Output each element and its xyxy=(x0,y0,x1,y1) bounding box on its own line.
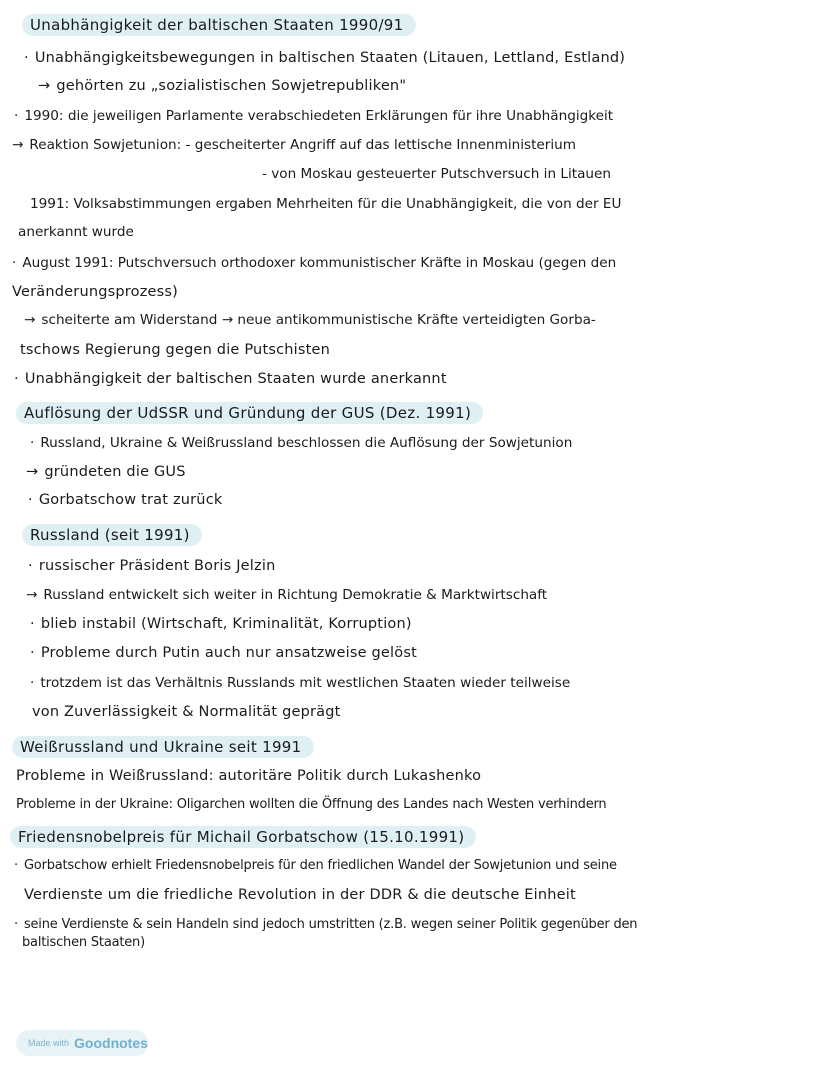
note-text: gründeten die GUS xyxy=(44,464,186,480)
section-heading: Weißrussland und Ukraine seit 1991 xyxy=(12,736,314,758)
note-text: Probleme durch Putin auch nur ansatzweise gelöst xyxy=(40,645,417,661)
note-text: baltischen Staaten) xyxy=(22,935,145,950)
note-text: Probleme in der Ukraine: Oligarchen wollten die Öffnung des Landes nach Westen verhindern xyxy=(16,797,607,812)
note-line xyxy=(24,48,625,68)
note-line xyxy=(28,490,222,510)
arrow-marker: → xyxy=(24,312,36,328)
note-line xyxy=(12,135,576,155)
bullet-marker: · xyxy=(30,645,35,661)
section-heading: Unabhängigkeit der baltischen Staaten 1990/91 xyxy=(22,14,416,36)
arrow-marker: → xyxy=(12,137,24,153)
note-text: 1990: die jeweiligen Parlamente verabschiedeten Erklärungen für ihre Unabhängigkeit xyxy=(24,108,614,124)
bullet-marker: · xyxy=(24,50,29,66)
note-line xyxy=(20,340,330,360)
note-line xyxy=(16,795,606,815)
note-line xyxy=(14,915,637,935)
note-text: August 1991: Putschversuch orthodoxer kommunistischer Kräfte in Moskau (gegen den xyxy=(22,255,617,271)
arrow-marker: → xyxy=(38,78,51,94)
note-line xyxy=(14,856,617,876)
note-line xyxy=(16,766,481,786)
note-text: gehörten zu „sozialistischen Sowjetrepubliken" xyxy=(56,78,407,94)
note-line xyxy=(24,310,596,330)
note-text: Russland entwickelt sich weiter in Richtung Demokratie & Marktwirtschaft xyxy=(43,587,548,603)
section-heading: Auflösung der UdSSR und Gründung der GUS (Dez. 1991) xyxy=(16,402,483,424)
note-line xyxy=(26,462,186,482)
note-line xyxy=(22,933,145,953)
bullet-marker: · xyxy=(30,435,35,451)
note-text: scheiterte am Widerstand → neue antikommunistische Kräfte verteidigten Gorba- xyxy=(41,312,596,328)
note-line xyxy=(30,433,572,453)
note-text: Probleme in Weißrussland: autoritäre Politik durch Lukashenko xyxy=(16,768,482,784)
bullet-marker: · xyxy=(28,558,33,574)
note-text: - von Moskau gesteuerter Putschversuch in Litauen xyxy=(262,166,611,182)
badge-prefix: Made with xyxy=(28,1038,70,1048)
note-line xyxy=(12,253,616,273)
note-text: Russland, Ukraine & Weißrussland beschlossen die Auflösung der Sowjetunion xyxy=(40,435,573,451)
note-text: blieb instabil (Wirtschaft, Kriminalität, Korruption) xyxy=(40,616,412,632)
bullet-marker: · xyxy=(28,492,33,508)
note-line xyxy=(12,282,178,302)
note-line xyxy=(24,885,576,905)
note-text: anerkannt wurde xyxy=(18,224,134,240)
note-text: seine Verdienste & sein Handeln sind jedoch umstritten (z.B. wegen seiner Politik gegenüber den xyxy=(23,917,638,932)
note-text: Verdienste um die friedliche Revolution in der DDR & die deutsche Einheit xyxy=(24,887,576,903)
bullet-marker: · xyxy=(14,917,18,932)
note-text: von Zuverlässigkeit & Normalität geprägt xyxy=(32,704,341,720)
note-text: Unabhängigkeitsbewegungen in baltischen Staaten (Litauen, Lettland, Estland) xyxy=(34,50,626,66)
note-line xyxy=(262,164,611,184)
note-line xyxy=(28,556,275,576)
bullet-marker: · xyxy=(12,255,17,271)
note-line xyxy=(30,614,412,634)
note-text: Veränderungsprozess) xyxy=(12,284,178,300)
note-line xyxy=(30,643,417,663)
made-with-goodnotes-badge[interactable] xyxy=(16,1030,148,1056)
note-text: trotzdem ist das Verhältnis Russlands mit westlichen Staaten wieder teilweise xyxy=(40,675,571,691)
bullet-marker: · xyxy=(30,675,35,691)
note-text: tschows Regierung gegen die Putschisten xyxy=(20,342,331,358)
bullet-marker: · xyxy=(14,371,19,387)
note-text: Gorbatschow trat zurück xyxy=(38,492,223,508)
note-text: Reaktion Sowjetunion: - gescheiterter Angriff auf das lettische Innenministerium xyxy=(29,137,577,153)
section-heading: Friedensnobelpreis für Michail Gorbatschow (15.10.1991) xyxy=(10,826,476,848)
bullet-marker: · xyxy=(14,108,19,124)
note-text: 1991: Volksabstimmungen ergaben Mehrheiten für die Unabhängigkeit, die von der EU xyxy=(30,196,622,212)
bullet-marker: · xyxy=(14,858,18,873)
note-line xyxy=(18,222,134,242)
arrow-marker: → xyxy=(26,464,39,480)
arrow-marker: → xyxy=(26,587,38,603)
note-line xyxy=(32,702,341,722)
note-line xyxy=(30,673,570,693)
note-text: russischer Präsident Boris Jelzin xyxy=(38,558,276,574)
note-line xyxy=(38,76,406,96)
note-line xyxy=(26,585,547,605)
section-heading: Russland (seit 1991) xyxy=(22,524,202,546)
bullet-marker: · xyxy=(30,616,35,632)
note-line xyxy=(14,106,613,126)
note-line xyxy=(14,369,447,389)
note-line xyxy=(30,194,621,214)
note-text: Gorbatschow erhielt Friedensnobelpreis für den friedlichen Wandel der Sowjetunion und seine xyxy=(23,858,617,873)
note-text: Unabhängigkeit der baltischen Staaten wurde anerkannt xyxy=(24,371,447,387)
goodnotes-logo: Goodnotes xyxy=(74,1035,148,1051)
